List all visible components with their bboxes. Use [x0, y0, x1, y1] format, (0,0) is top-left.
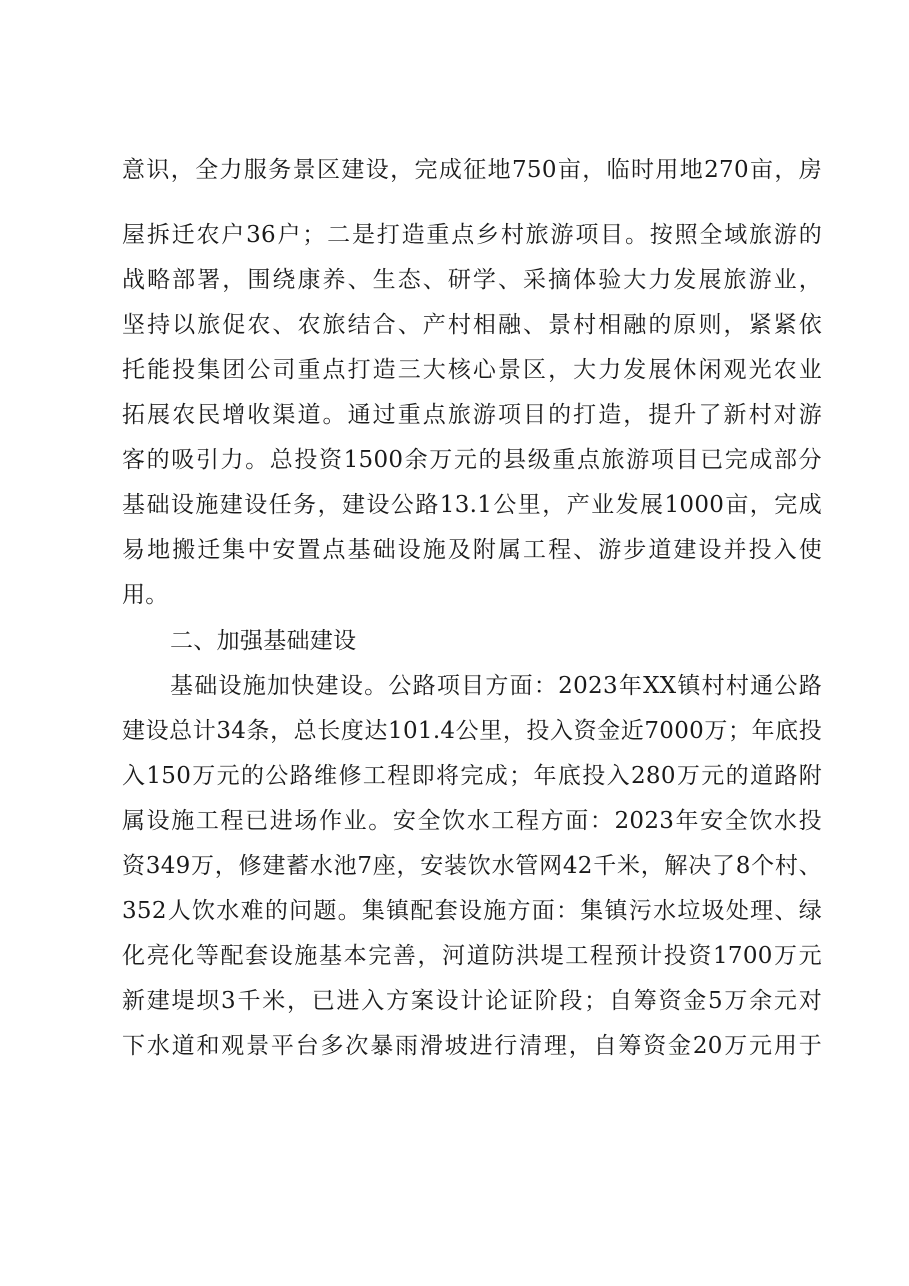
paragraph-1-line: 易地搬迁集中安置点基础设施及附属工程、游步道建设并投入使	[122, 537, 822, 563]
paragraph-1-line: 屋拆迁农户36户；二是打造重点乡村旅游项目。按照全域旅游的	[122, 222, 822, 248]
paragraph-2-line: 资349万，修建蓄水池7座，安装饮水管网42千米，解决了8个村、	[122, 853, 822, 879]
paragraph-2-line: 352人饮水难的问题。集镇配套设施方面：集镇污水垃圾处理、绿	[122, 898, 822, 924]
paragraph-1-line: 用。	[122, 582, 169, 608]
paragraph-2-line: 化亮化等配套设施基本完善，河道防洪堤工程预计投资1700万元	[122, 943, 822, 969]
paragraph-2-line: 入150万元的公路维修工程即将完成；年底投入280万元的道路附	[122, 763, 822, 789]
paragraph-1-line: 拓展农民增收渠道。通过重点旅游项目的打造，提升了新村对游	[122, 402, 822, 428]
paragraph-1-line: 客的吸引力。总投资1500余万元的县级重点旅游项目已完成部分	[122, 447, 822, 473]
paragraph-1-line: 意识，全力服务景区建设，完成征地750亩，临时用地270亩，房	[122, 157, 822, 183]
paragraph-1-line: 基础设施建设任务，建设公路13.1公里，产业发展1000亩，完成	[122, 492, 822, 518]
paragraph-2-line: 新建堤坝3千米，已进入方案设计论证阶段；自筹资金5万余元对	[122, 988, 822, 1014]
paragraph-2-line: 基础设施加快建设。公路项目方面：2023年XX镇村村通公路	[170, 673, 822, 699]
paragraph-1-line: 坚持以旅促农、农旅结合、产村相融、景村相融的原则，紧紧依	[122, 312, 822, 338]
paragraph-1-line: 战略部署，围绕康养、生态、研学、采摘体验大力发展旅游业，	[122, 267, 822, 293]
section-heading: 二、加强基础建设	[170, 628, 357, 654]
paragraph-1-line: 托能投集团公司重点打造三大核心景区，大力发展休闲观光农业	[122, 357, 822, 383]
paragraph-2-line: 属设施工程已进场作业。安全饮水工程方面：2023年安全饮水投	[122, 808, 822, 834]
paragraph-2-line: 下水道和观景平台多次暴雨滑坡进行清理，自筹资金20万元用于	[122, 1033, 822, 1059]
paragraph-2-line: 建设总计34条，总长度达101.4公里，投入资金近7000万；年底投	[122, 718, 822, 744]
